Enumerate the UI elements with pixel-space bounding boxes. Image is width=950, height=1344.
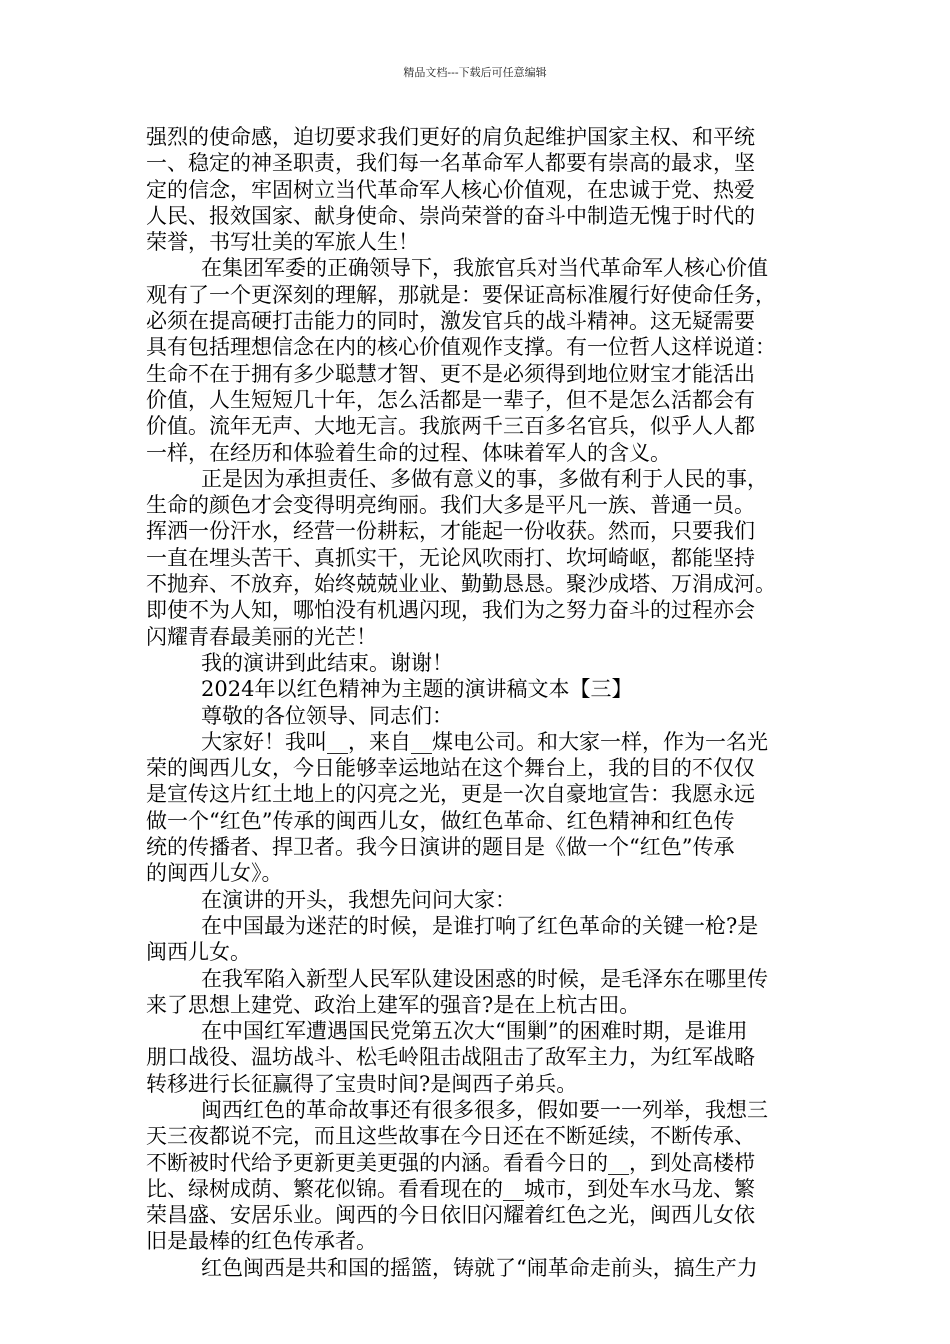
text-line: 荣昌盛、安居乐业。闽西的今日依旧闪耀着红色之光，闽西儿女依	[146, 1203, 755, 1228]
text-line: 比、绿树成荫、繁花似锦。看看现在的__城市，到处车水马龙、繁	[146, 1176, 755, 1201]
text-line: 我的演讲到此结束。谢谢！	[201, 650, 453, 675]
text-line: 定的信念，牢固树立当代革命军人核心价值观，在忠诚于党、热爱	[146, 177, 755, 202]
text-line: 一样，在经历和体验着生命的过程、体味着军人的含义。	[146, 440, 671, 465]
text-line: 红色闽西是共和国的摇篮，铸就了“闹革命走前头，搞生产力	[201, 1255, 758, 1280]
text-line: 强烈的使命感，迫切要求我们更好的肩负起维护国家主权、和平统	[146, 125, 755, 149]
text-line: 是宣传这片红土地上的闪亮之光，更是一次自豪地宣告：我愿永远	[146, 782, 755, 807]
text-line: 生命不在于拥有多少聪慧才智、更不是必须得到地位财宝才能活出	[146, 361, 755, 386]
text-line: 即使不为人知，哪怕没有机遇闪现，我们为之努力奋斗的过程亦会	[146, 598, 755, 623]
text-line: 挥洒一份汗水，经营一份耕耘，才能起一份收获。然而，只要我们	[146, 519, 755, 544]
text-line: 天三夜都说不完，而且这些故事在今日还在不断延续，不断传承、	[146, 1124, 755, 1149]
text-line: 荣誉，书写壮美的军旅人生！	[146, 230, 419, 255]
text-line: 一、稳定的神圣职责，我们每一名革命军人都要有崇高的最求，坚	[146, 151, 755, 176]
text-line: 2024年以红色精神为主题的演讲稿文本【三】	[201, 677, 633, 702]
text-line: 闽西儿女。	[146, 940, 251, 965]
text-line: 转移进行长征赢得了宝贵时间?是闽西子弟兵。	[146, 1071, 578, 1096]
text-line: 统的传播者、捍卫者。我今日演讲的题目是《做一个“红色”传承	[146, 835, 735, 860]
text-line: 不断被时代给予更新更美更强的内涵。看看今日的__，到处高楼栉	[146, 1150, 755, 1175]
text-line: 观有了一个更深刻的理解，那就是：要保证高标准履行好使命任务，	[146, 282, 776, 307]
text-line: 荣的闽西儿女，今日能够幸运地站在这个舞台上，我的目的不仅仅	[146, 756, 755, 781]
text-line: 来了思想上建党、政治上建军的强音?是在上杭古田。	[146, 992, 641, 1017]
text-line: 价值，人生短短几十年，怎么活都是一辈子，但不是怎么活都会有	[146, 387, 755, 412]
text-line: 闽西红色的革命故事还有很多很多，假如要一一列举，我想三	[201, 1097, 768, 1122]
text-line: 在中国红军遭遇国民党第五次大“围剿”的困难时期，是谁用	[201, 1019, 748, 1044]
text-line: 具有包括理想信念在内的核心价值观作支撑。有一位哲人这样说道：	[146, 335, 776, 360]
text-line: 朋口战役、温坊战斗、松毛岭阻击战阻击了敌军主力，为红军战略	[146, 1045, 755, 1070]
text-line: 生命的颜色才会变得明亮绚丽。我们大多是平凡一族、普通一员。	[146, 493, 755, 518]
text-line: 旧是最棒的红色传承者。	[146, 1229, 377, 1254]
text-line: 在演讲的开头，我想先问问大家：	[201, 887, 516, 912]
text-line: 价值。流年无声、大地无言。我旅两千三百多名官兵，似乎人人都	[146, 414, 755, 439]
text-line: 不抛弃、不放弃，始终兢兢业业、勤勤恳恳。聚沙成塔、万涓成河。	[146, 572, 776, 597]
text-line: 正是因为承担责任、多做有意义的事，多做有利于人民的事，	[201, 466, 768, 491]
text-line: 的闽西儿女》。	[146, 861, 283, 886]
text-line: 闪耀青春最美丽的光芒！	[146, 624, 377, 649]
text-line: 人民、报效国家、献身使命、崇尚荣誉的奋斗中制造无愧于时代的	[146, 203, 755, 228]
text-line: 必须在提高硬打击能力的同时，激发官兵的战斗精神。这无疑需要	[146, 309, 755, 334]
page-header: 精品文档---下载后可任意编辑	[403, 66, 547, 79]
text-line: 在中国最为迷茫的时候，是谁打响了红色革命的关键一枪?是	[201, 913, 759, 938]
text-line: 大家好！我叫__，来自__煤电公司。和大家一样，作为一名光	[201, 729, 768, 754]
document-body	[146, 124, 810, 1281]
text-line: 尊敬的各位领导、同志们：	[201, 703, 453, 728]
text-line: 一直在埋头苦干、真抓实干，无论风吹雨打、坎坷崎岖，都能坚持	[146, 545, 755, 570]
text-line: 在集团军委的正确领导下，我旅官兵对当代革命军人核心价值	[201, 256, 768, 281]
text-line: 在我军陷入新型人民军队建设困惑的时候，是毛泽东在哪里传	[201, 966, 768, 991]
text-line: 做一个“红色”传承的闽西儿女，做红色革命、红色精神和红色传	[146, 808, 735, 833]
